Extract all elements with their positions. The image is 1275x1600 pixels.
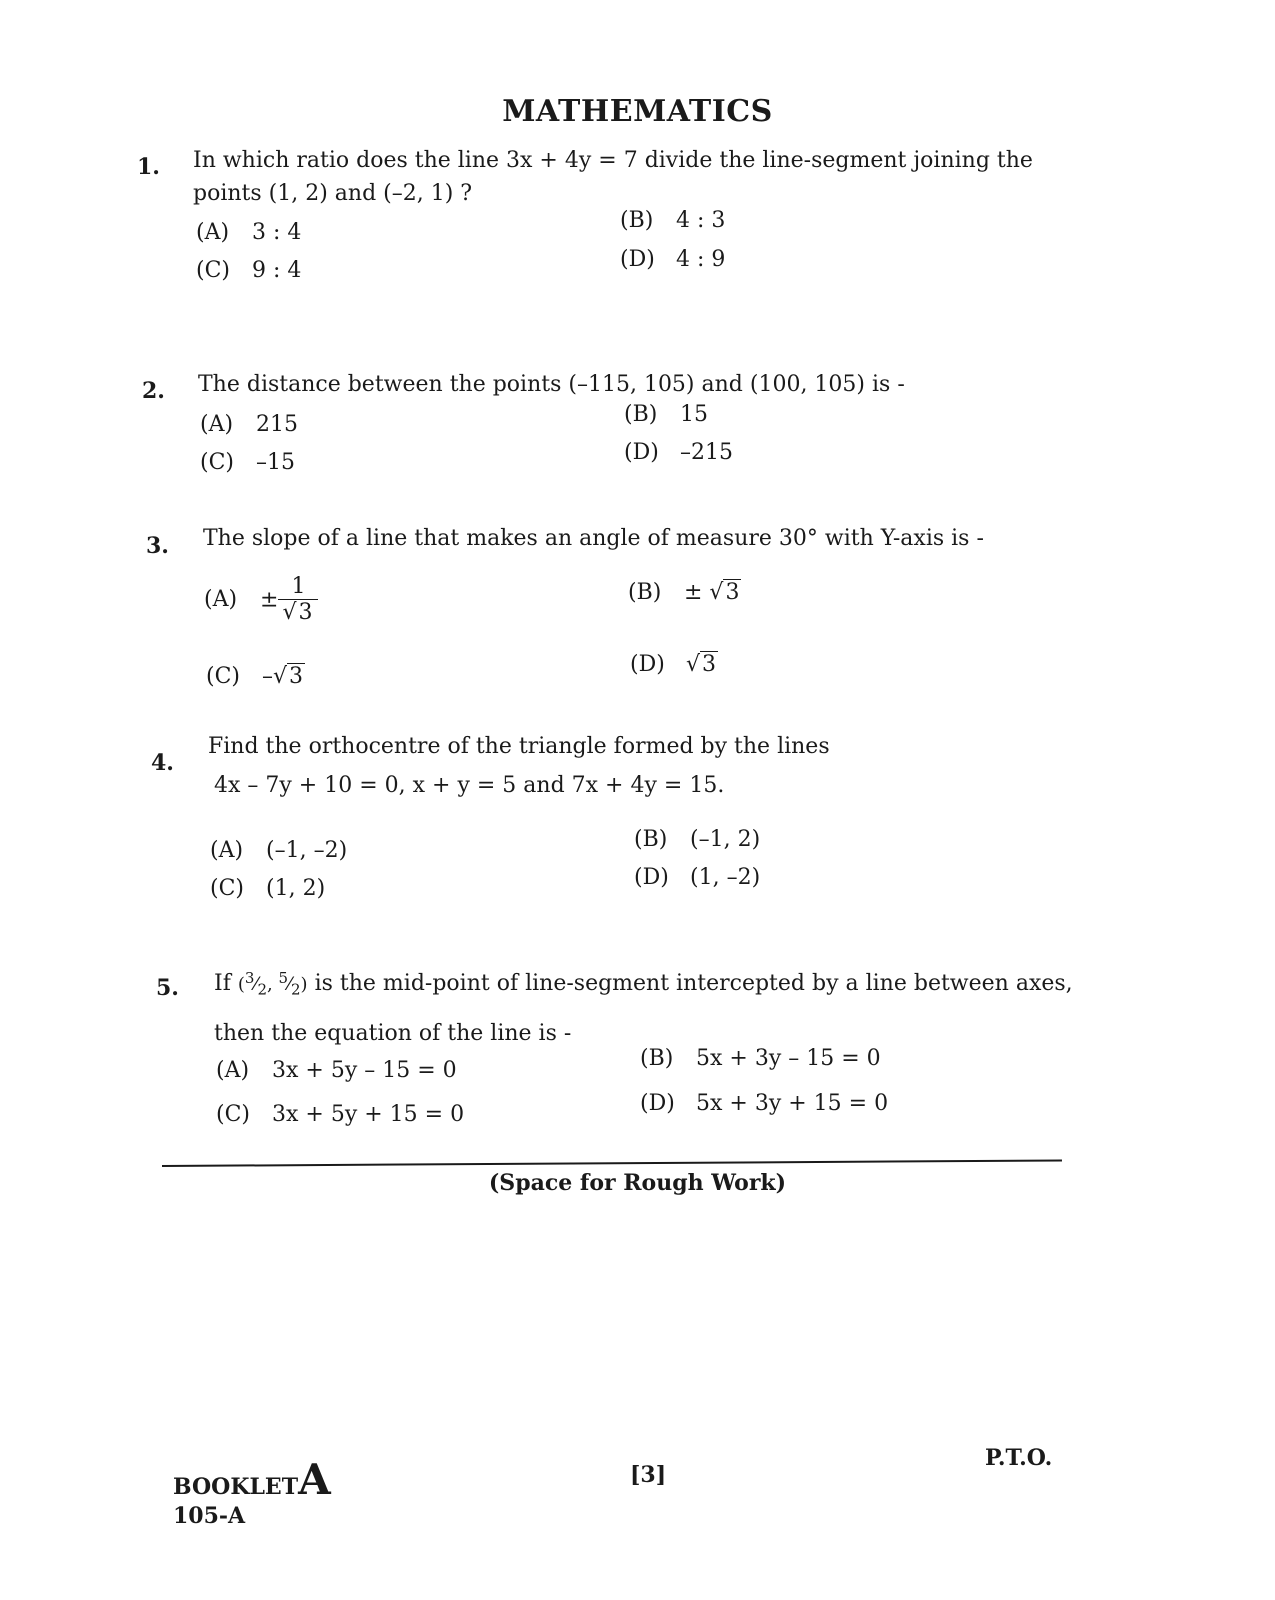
question-4-option-a[interactable] <box>210 838 347 863</box>
option-value: 9 : 4 <box>252 258 302 283</box>
denominator-1: 2 <box>257 980 267 999</box>
option-label: (C) <box>200 450 234 475</box>
question-5-rest: is the mid-point of line-segment intercepted by a line between axes, <box>314 971 1073 996</box>
question-3-number: 3. <box>146 533 169 559</box>
question-5-option-a[interactable] <box>216 1058 457 1083</box>
section-divider <box>162 1160 1062 1167</box>
question-1-option-c[interactable] <box>196 258 301 283</box>
question-1-option-a[interactable] <box>196 220 301 245</box>
page-number: [3] <box>630 1462 667 1488</box>
sign: – <box>262 664 273 689</box>
question-2-text <box>198 368 1058 401</box>
option-label: (C) <box>206 664 240 689</box>
question-1-text <box>193 144 1053 210</box>
booklet-word: BOOKLET <box>173 1474 299 1500</box>
option-value: 15 <box>680 402 708 427</box>
question-5-text <box>214 962 1094 1050</box>
option-label: (A) <box>216 1058 250 1083</box>
question-2-option-d[interactable] <box>624 440 733 465</box>
option-label: (A) <box>196 220 230 245</box>
booklet-letter: A <box>298 1455 331 1504</box>
question-2-line-1: The distance between the points (–115, 105) and (100, 105) is - <box>198 372 905 397</box>
question-5-option-d[interactable] <box>640 1091 888 1116</box>
question-5-option-c[interactable] <box>216 1102 464 1127</box>
option-label: (C) <box>216 1102 250 1127</box>
question-1-line-2: points (1, 2) and (–2, 1) ? <box>193 181 473 206</box>
radicand: 3 <box>702 652 717 677</box>
option-value: 3x + 5y + 15 = 0 <box>272 1102 465 1127</box>
option-value: (–1, 2) <box>690 827 761 852</box>
question-3-option-c[interactable]: (C) –√3 <box>206 664 304 689</box>
question-2-number: 2. <box>142 378 165 404</box>
radicand: 3 <box>289 664 304 689</box>
option-label: (C) <box>210 876 244 901</box>
question-4-option-c[interactable] <box>210 876 325 901</box>
question-3-option-d[interactable]: (D) √3 <box>630 652 717 677</box>
option-label: (C) <box>196 258 230 283</box>
question-1-option-b[interactable] <box>620 208 725 233</box>
option-label: (B) <box>640 1046 674 1071</box>
option-value: 5x + 3y – 15 = 0 <box>696 1046 881 1071</box>
denominator: √3 <box>278 599 318 625</box>
sign: ± <box>684 580 703 605</box>
numerator: 1 <box>291 574 306 599</box>
question-5-line-1 <box>214 962 1094 1007</box>
question-3-option-b[interactable]: (B) ± √3 <box>628 580 740 605</box>
fraction <box>278 574 318 626</box>
option-label: (B) <box>620 208 654 233</box>
question-4-text <box>208 730 1068 802</box>
option-value: 3 : 4 <box>252 220 302 245</box>
question-4-line-1: Find the orthocentre of the triangle formed by the lines <box>208 734 830 759</box>
question-1-option-d[interactable] <box>620 247 725 272</box>
option-value: 3x + 5y – 15 = 0 <box>272 1058 457 1083</box>
question-4-number: 4. <box>151 750 174 776</box>
numerator-2: 5 <box>278 969 288 987</box>
question-5-line-2: then the equation of the line is - <box>214 1020 572 1046</box>
question-2-option-a[interactable] <box>200 412 298 437</box>
option-value: 5x + 3y + 15 = 0 <box>696 1091 889 1116</box>
question-4-option-d[interactable] <box>634 865 760 890</box>
if-word: If <box>214 971 231 996</box>
option-label: (D) <box>630 652 665 677</box>
question-2-option-b[interactable] <box>624 402 708 427</box>
option-value: (1, –2) <box>690 865 761 890</box>
booklet-code: 105-A <box>173 1503 246 1529</box>
radicand: 3 <box>298 600 313 626</box>
option-label: (D) <box>634 865 669 890</box>
option-label: (D) <box>640 1091 675 1116</box>
option-value: 4 : 9 <box>676 247 726 272</box>
option-label: (B) <box>634 827 668 852</box>
question-2-option-c[interactable] <box>200 450 295 475</box>
please-turn-over: P.T.O. <box>985 1445 1053 1471</box>
option-value: –215 <box>680 440 733 465</box>
option-label: (B) <box>628 580 662 605</box>
question-5-option-b[interactable] <box>640 1046 881 1071</box>
booklet-label <box>173 1455 331 1504</box>
option-value: 215 <box>256 412 298 437</box>
question-5-number: 5. <box>156 975 179 1001</box>
option-value: (1, 2) <box>266 876 326 901</box>
midpoint: ($^3⁄_2$, $^5⁄_2$) <box>237 969 308 999</box>
option-value: (–1, –2) <box>266 838 348 863</box>
question-3-line-1: The slope of a line that makes an angle of measure 30° with Y-axis is - <box>203 526 984 551</box>
question-1-number: 1. <box>137 154 160 180</box>
question-3-option-a[interactable] <box>204 574 318 626</box>
page-title: MATHEMATICS <box>502 94 773 129</box>
option-label: (D) <box>620 247 655 272</box>
option-label: (A) <box>204 587 238 613</box>
option-label: (A) <box>210 838 244 863</box>
sign: ± <box>260 587 279 613</box>
option-value: –15 <box>256 450 295 475</box>
question-4-option-b[interactable] <box>634 827 760 852</box>
option-value: 4 : 3 <box>676 208 726 233</box>
option-label: (A) <box>200 412 234 437</box>
question-1-line-1: In which ratio does the line 3x + 4y = 7 divide the line-segment joining the <box>193 148 1033 173</box>
option-label: (B) <box>624 402 658 427</box>
rough-work-label: (Space for Rough Work) <box>488 1170 787 1196</box>
denominator-2: 2 <box>291 980 301 999</box>
numerator-1: 3 <box>244 969 255 987</box>
radicand: 3 <box>725 580 740 605</box>
question-4-line-2: 4x – 7y + 10 = 0, x + y = 5 and 7x + 4y = 15. <box>214 773 725 798</box>
question-3-text <box>203 522 1063 555</box>
option-label: (D) <box>624 440 659 465</box>
